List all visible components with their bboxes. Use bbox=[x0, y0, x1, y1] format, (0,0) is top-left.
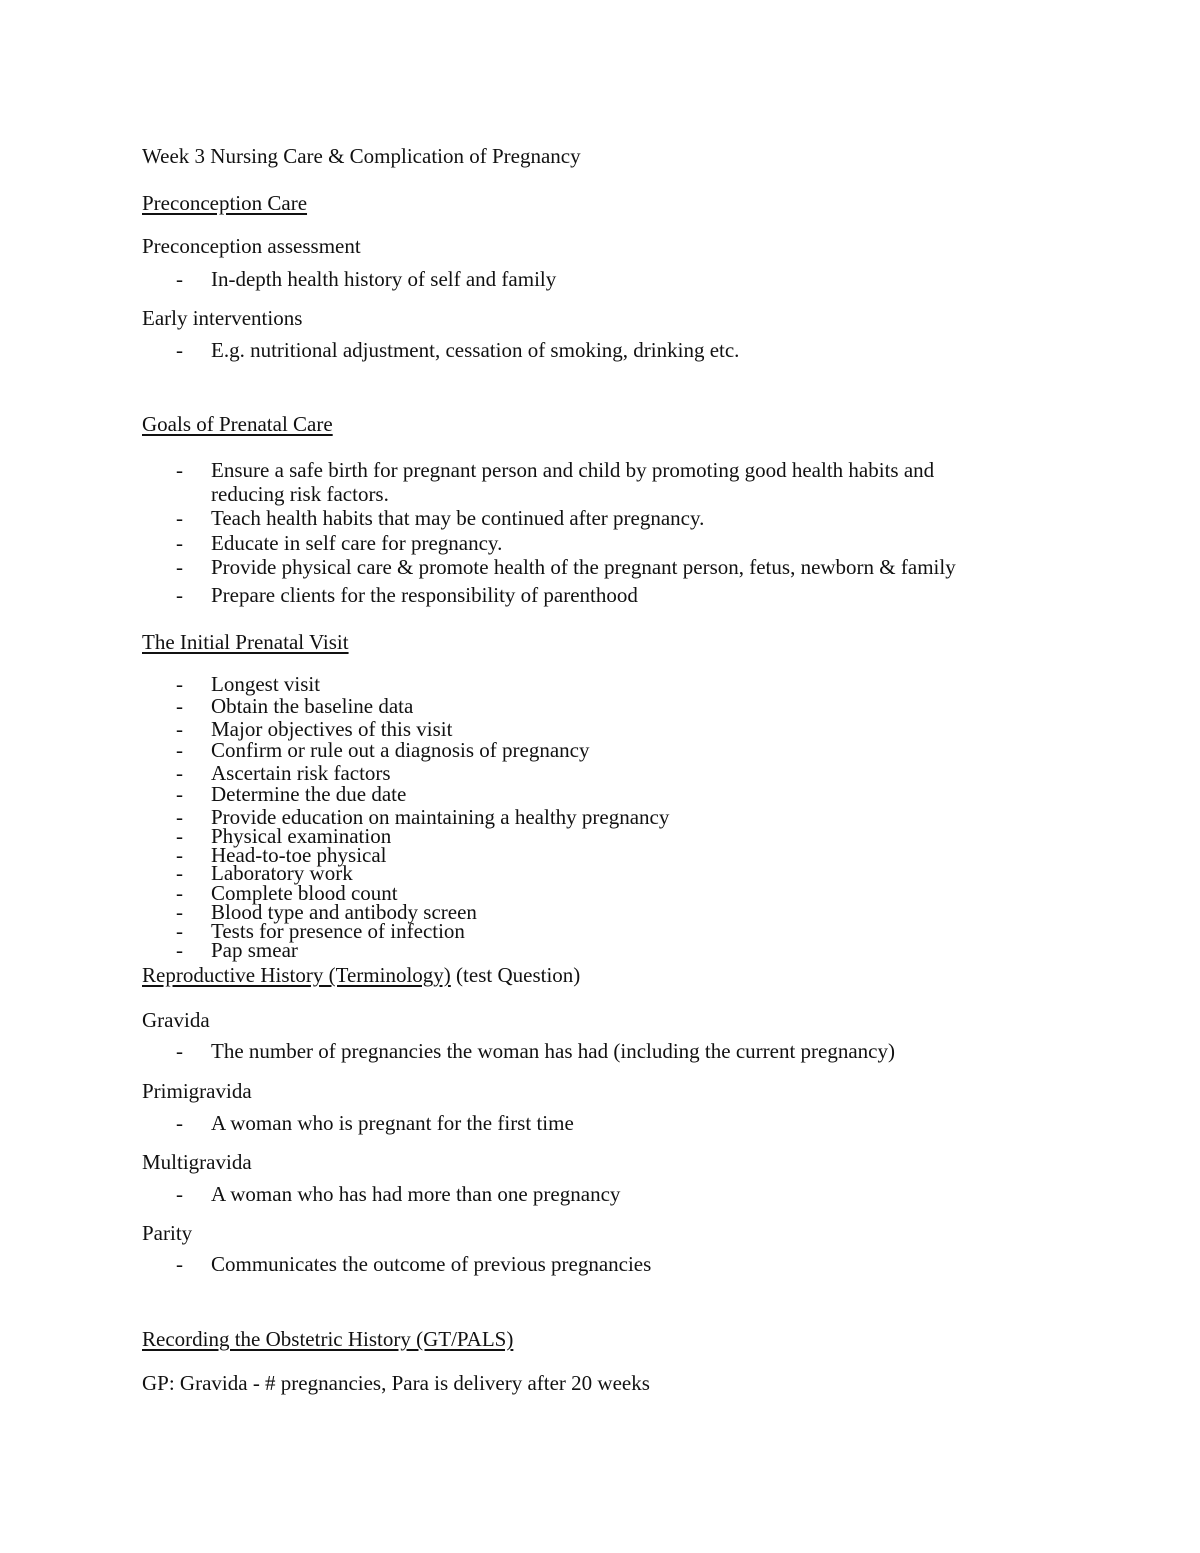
obstetric-history-heading: Recording the Obstetric History (GT/PALS) bbox=[142, 1327, 514, 1351]
list-item-text: Confirm or rule out a diagnosis of pregnancy bbox=[211, 738, 590, 762]
bullet-dash: - bbox=[176, 555, 183, 579]
bullet-dash: - bbox=[176, 583, 183, 607]
initial-visit-heading: The Initial Prenatal Visit bbox=[142, 630, 349, 654]
bullet-dash: - bbox=[176, 458, 183, 482]
goals-heading: Goals of Prenatal Care bbox=[142, 412, 333, 436]
gp-line: GP: Gravida - # pregnancies, Para is delivery after 20 weeks bbox=[142, 1371, 650, 1395]
bullet-dash: - bbox=[176, 900, 183, 924]
multigravida-label: Multigravida bbox=[142, 1150, 252, 1174]
bullet-dash: - bbox=[176, 672, 183, 696]
bullet-dash: - bbox=[176, 805, 183, 829]
bullet-dash: - bbox=[176, 738, 183, 762]
list-item-text: Ascertain risk factors bbox=[211, 761, 391, 785]
bullet-dash: - bbox=[176, 938, 183, 962]
bullet-dash: - bbox=[176, 1252, 183, 1276]
bullet-dash: - bbox=[176, 782, 183, 806]
bullet-dash: - bbox=[176, 1039, 183, 1063]
list-item-text: E.g. nutritional adjustment, cessation of smoking, drinking etc. bbox=[211, 338, 740, 362]
list-item-text: Communicates the outcome of previous pregnancies bbox=[211, 1252, 652, 1276]
list-item-text: A woman who is pregnant for the first time bbox=[211, 1111, 574, 1135]
list-item-text: Physical examination bbox=[211, 824, 392, 848]
list-item-text: Complete blood count bbox=[211, 881, 398, 905]
preconception-assessment-label: Preconception assessment bbox=[142, 234, 361, 258]
bullet-dash: - bbox=[176, 861, 183, 885]
bullet-dash: - bbox=[176, 531, 183, 555]
repro-history-note: (test Question) bbox=[450, 963, 581, 987]
list-item-text: Longest visit bbox=[211, 672, 321, 696]
preconception-heading: Preconception Care bbox=[142, 191, 308, 215]
bullet-dash: - bbox=[176, 824, 183, 848]
bullet-dash: - bbox=[176, 1182, 183, 1206]
list-item-text: Educate in self care for pregnancy. bbox=[211, 531, 503, 555]
bullet-dash: - bbox=[176, 919, 183, 943]
list-item-text: Blood type and antibody screen bbox=[211, 900, 477, 924]
list-item-text: Laboratory work bbox=[211, 861, 353, 885]
bullet-dash: - bbox=[176, 1111, 183, 1135]
bullet-dash: - bbox=[176, 694, 183, 718]
primigravida-label: Primigravida bbox=[142, 1079, 252, 1103]
list-item-text: A woman who has had more than one pregnancy bbox=[211, 1182, 621, 1206]
list-item-text: Prepare clients for the responsibility of parenthood bbox=[211, 583, 638, 607]
list-item-text: Provide education on maintaining a healthy pregnancy bbox=[211, 805, 670, 829]
page-title: Week 3 Nursing Care & Complication of Pregnancy bbox=[142, 144, 581, 168]
list-item-text: Pap smear bbox=[211, 938, 298, 962]
bullet-dash: - bbox=[176, 881, 183, 905]
bullet-dash: - bbox=[176, 761, 183, 785]
parity-label: Parity bbox=[142, 1221, 193, 1245]
repro-history-heading-line bbox=[142, 963, 580, 987]
bullet-dash: - bbox=[176, 506, 183, 530]
bullet-dash: - bbox=[176, 843, 183, 867]
list-item-text: Tests for presence of infection bbox=[211, 919, 465, 943]
list-item-text: The number of pregnancies the woman has had (including the current pregnancy) bbox=[211, 1039, 895, 1063]
list-item-text: Obtain the baseline data bbox=[211, 694, 414, 718]
gravida-label: Gravida bbox=[142, 1008, 210, 1032]
list-item-text: Head-to-toe physical bbox=[211, 843, 387, 867]
list-item-text: Ensure a safe birth for pregnant person and child by promoting good health habits and bbox=[211, 458, 935, 482]
list-item-text: In-depth health history of self and family bbox=[211, 267, 557, 291]
bullet-dash: - bbox=[176, 717, 183, 741]
repro-history-heading: Reproductive History (Terminology) bbox=[142, 963, 451, 987]
list-item-text: reducing risk factors. bbox=[211, 482, 389, 506]
bullet-dash: - bbox=[176, 267, 183, 291]
list-item-text: Teach health habits that may be continued after pregnancy. bbox=[211, 506, 705, 530]
early-interventions-label: Early interventions bbox=[142, 306, 303, 330]
list-item-text: Provide physical care & promote health of the pregnant person, fetus, newborn & family bbox=[211, 555, 956, 579]
bullet-dash: - bbox=[176, 338, 183, 362]
list-item-text: Major objectives of this visit bbox=[211, 717, 453, 741]
list-item-text: Determine the due date bbox=[211, 782, 407, 806]
